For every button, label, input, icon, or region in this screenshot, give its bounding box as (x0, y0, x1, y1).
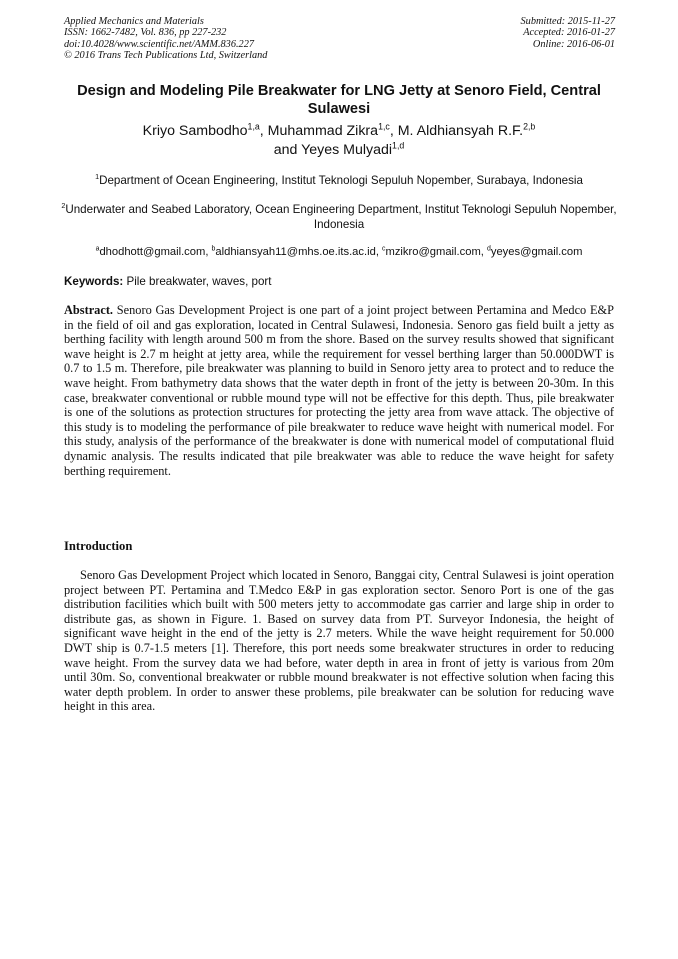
author-name: Kriyo Sambodho (142, 123, 248, 139)
email-superscript: c (382, 245, 386, 253)
author-list (60, 122, 618, 160)
email-separator: , (375, 246, 383, 258)
email-address: mzikro@gmail.com (385, 246, 481, 258)
introduction-paragraph: Senoro Gas Development Project which located in Senoro, Banggai city, Central Sulawesi is joint operation project between PT. Pertamina and T.Medco E&P in gas exploration sector. Senoro Port is one of the gas distribution facilities which built with 500 meters jetty to accommodate gas carrier and large ship in order to distribute gas, as shown in Figure. 1. Based on survey data from PT. Surveyor Indonesia, the height of significant wave height in the end of the jetty is 2.7 meters. While the wave height requirement for 50.000 DWT ship is 0.7-1.5 meters [1]. Therefore, this port needs some breakwater structures in order to reducing wave height. From the survey data we had before, water depth in area in front of jetty is various from 20m until 30m. So, conventional breakwater or rubble mound breakwater is not effective solution when facing this water depth problem. In order to answer these problems, pile breakwater can be solution for reducing wave height in this area. (64, 568, 614, 714)
affiliation-text: Underwater and Seabed Laboratory, Ocean Engineering Department, Institut Teknologi Sepuluh Nopember, Indonesia (65, 203, 617, 231)
email-list (50, 245, 628, 259)
journal-info (64, 16, 267, 61)
online-date: Online: 2016-06-01 (532, 38, 615, 50)
keywords-label: Keywords: (64, 275, 124, 288)
author-separator: and (273, 142, 302, 158)
submission-dates (521, 16, 615, 50)
email-separator: , (480, 246, 487, 258)
author-separator: , (389, 123, 398, 139)
affiliation-text: Department of Ocean Engineering, Institut Teknologi Sepuluh Nopember, Surabaya, Indonesia (99, 174, 583, 187)
affiliation-superscript: 2 (61, 201, 66, 211)
author-superscript: 1,c (378, 121, 390, 132)
email-address: aldhiansyah11@mhs.oe.its.ac.id (215, 246, 376, 258)
author-superscript: 1,a (247, 121, 260, 132)
section-heading-introduction: Introduction (64, 539, 133, 553)
paper-title: Design and Modeling Pile Breakwater for LNG Jetty at Senoro Field, Central Sulawesi (77, 83, 601, 117)
copyright-line: © 2016 Trans Tech Publications Ltd, Switzerland (64, 49, 268, 61)
affiliation-1 (60, 174, 618, 189)
email-superscript: d (487, 245, 491, 253)
submitted-date: Submitted: 2015-11-27 (520, 16, 615, 27)
journal-name: Applied Mechanics and Materials (64, 16, 204, 27)
author-superscript: 2,b (523, 121, 536, 132)
author-name: Muhammad Zikra (267, 123, 379, 139)
doi-line: doi:10.4028/www.scientific.net/AMM.836.227 (64, 38, 254, 50)
abstract-paragraph (64, 303, 614, 478)
accepted-date: Accepted: 2016-01-27 (523, 27, 615, 39)
affiliation-superscript: 1 (95, 172, 100, 182)
email-address: yeyes@gmail.com (490, 246, 583, 258)
email-superscript: b (211, 245, 216, 253)
author-superscript: 1,d (392, 140, 405, 151)
author-name: M. Aldhiansyah R.F. (397, 123, 524, 139)
email-address: dhodhott@gmail.com (99, 246, 206, 258)
email-superscript: a (95, 245, 100, 253)
abstract-text: Senoro Gas Development Project is one part of a joint project between Pertamina and Medco E&P in the field of oil and gas exploration, located in Central Sulawesi, Indonesia. Senoro gas field built a jetty as berthing facility with length around 500 m from the shore. Based on the survey results showed that significant wave height is 2.7 m height at jetty area, while the requirement for vessel berthing larger than 50.000DWT is 0.7 to 1.5 m. Therefore, pile breakwater was planning to build in Senoro jetty area to protect and to reduce the wave height. From bathymetry data shows that the water depth in front of the jetty is between 20-30m. In this case, breakwater conventional or rubble mound type will not be effective for this depth. Thus, pile breakwater is one of the solutions as protection structures for protecting the jetty area from wave attack. The objective of this study is to modeling the performance of pile breakwater to reduce wave height with numerical model. For this study, analysis of the performance of the breakwater is done with numerical model of computational fluid dynamic analysis. The results indicated that pile breakwater was able to reduce the wave height for safety berthing requirement. (64, 303, 614, 478)
abstract-label: Abstract. (64, 303, 114, 317)
keywords-line (64, 275, 272, 289)
email-separator: , (205, 246, 212, 258)
issn-line: ISSN: 1662-7482, Vol. 836, pp 227-232 (64, 27, 227, 39)
author-separator: , (259, 123, 268, 139)
author-name: Yeyes Mulyadi (301, 142, 393, 158)
keywords-text: Pile breakwater, waves, port (123, 275, 272, 288)
affiliation-2 (60, 203, 618, 232)
